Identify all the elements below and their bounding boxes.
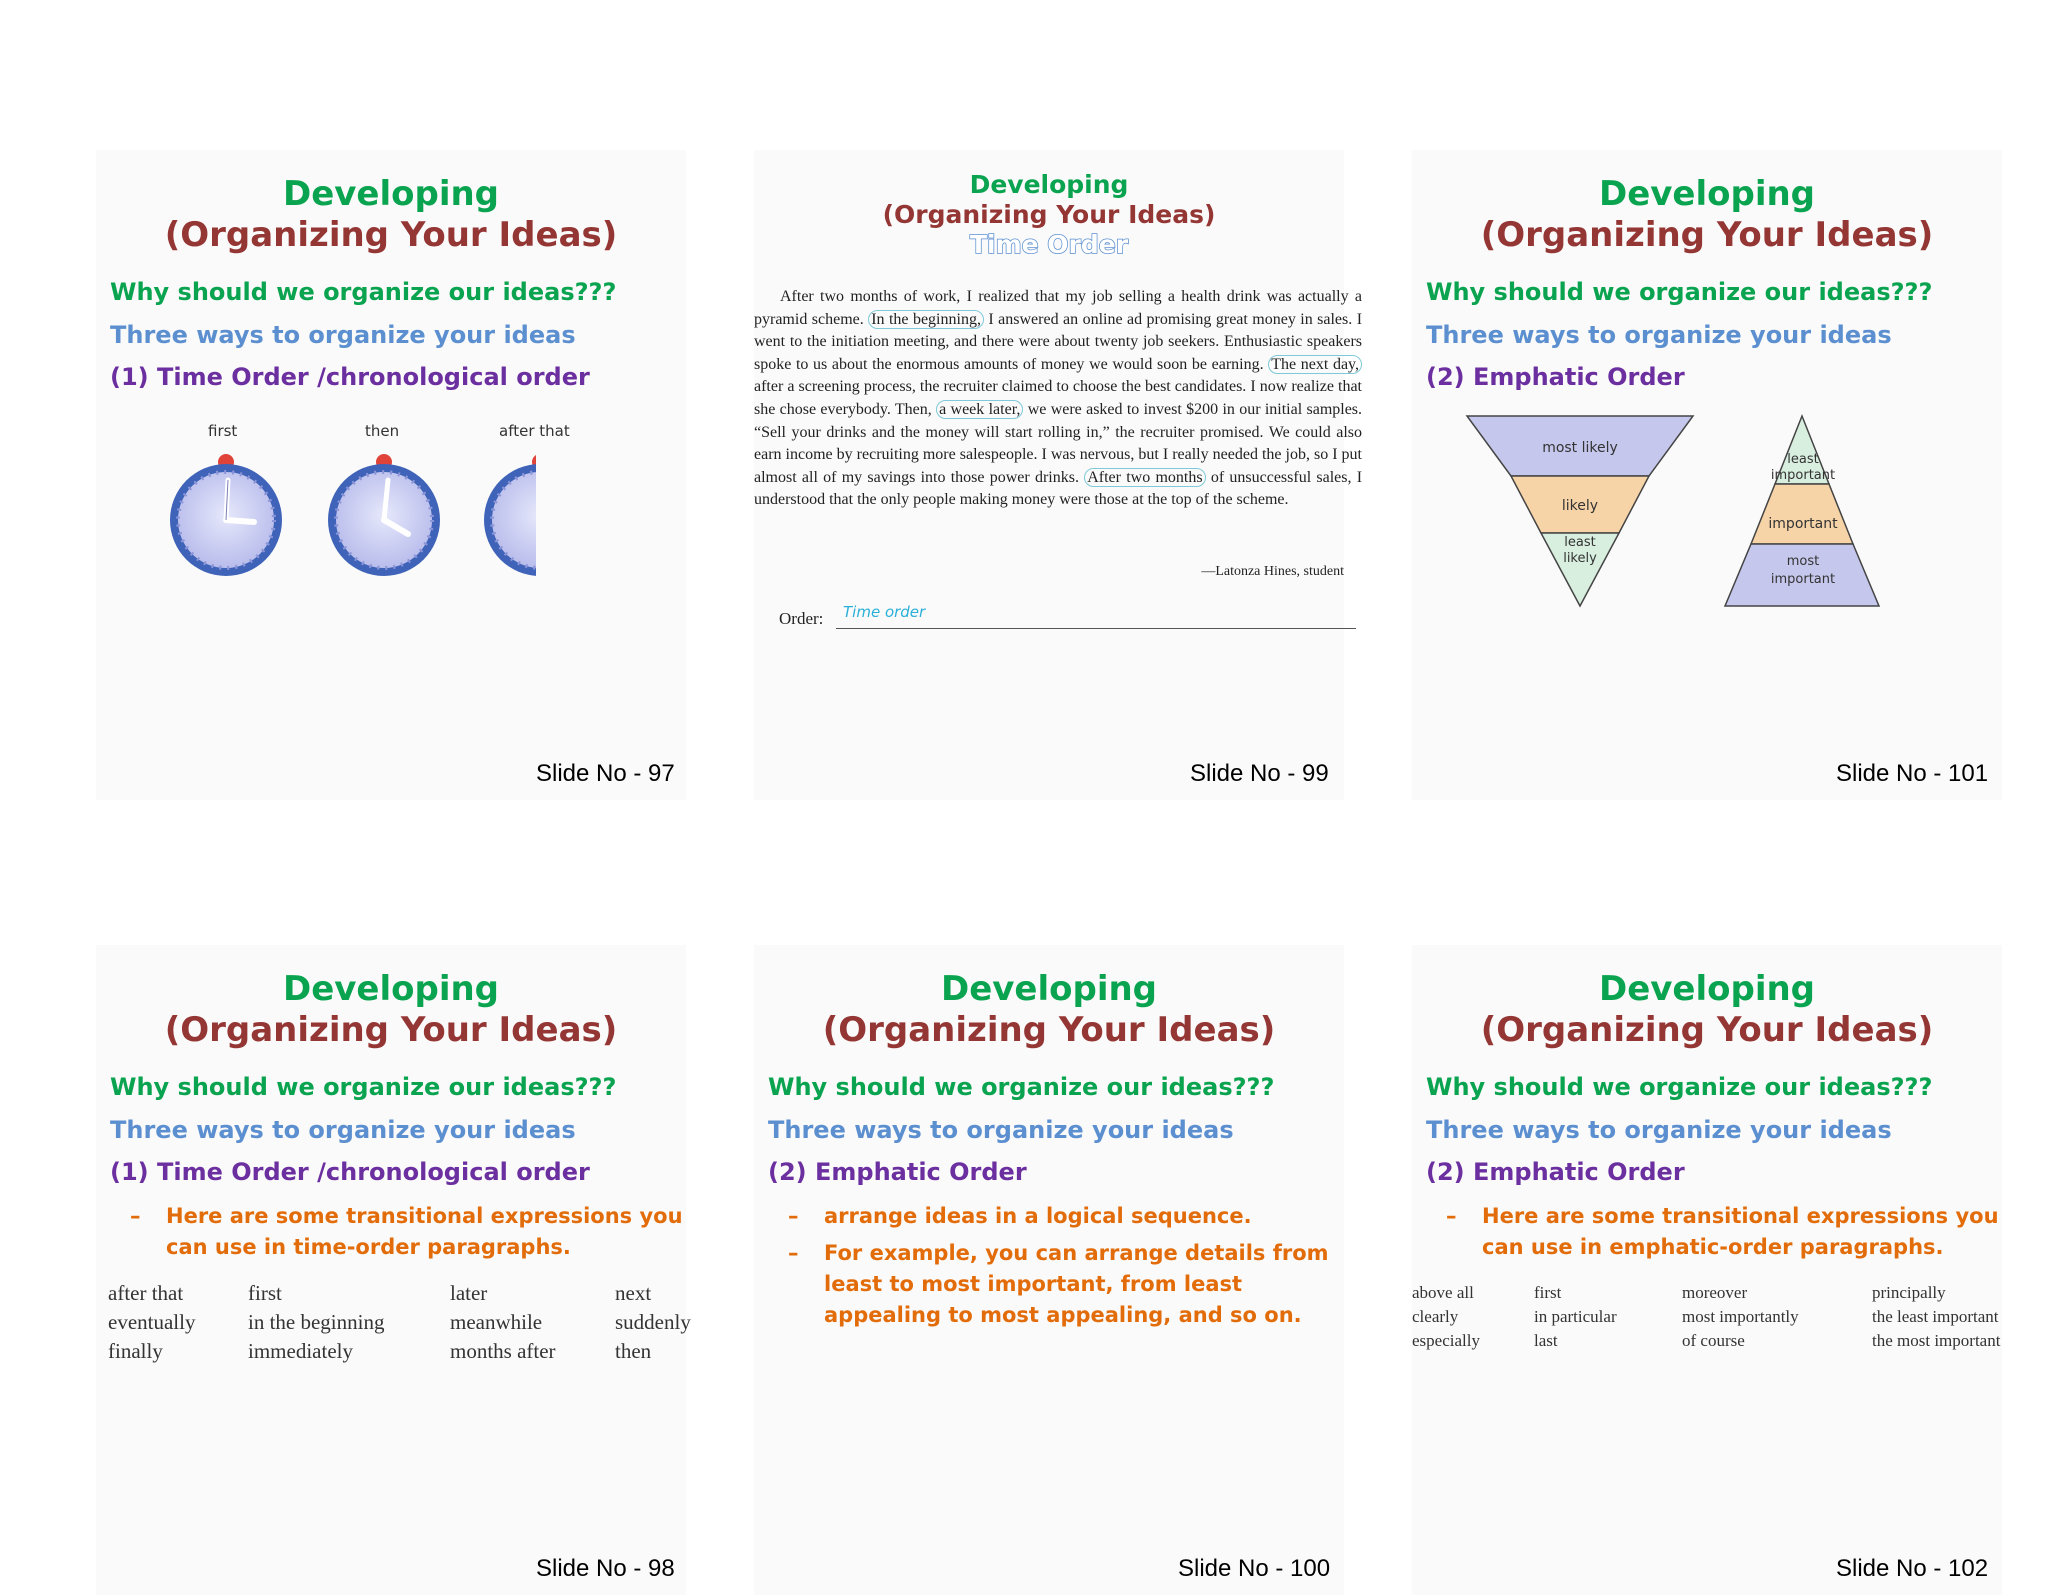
why-organize-heading: Why should we organize our ideas??? xyxy=(1426,1073,1933,1101)
label-most-likely: most likely xyxy=(1542,440,1618,456)
label-most-important: most important xyxy=(1770,554,1836,587)
three-ways-heading: Three ways to organize your ideas xyxy=(768,1116,1234,1144)
word-column: moreover most importantly of course xyxy=(1682,1283,1799,1350)
bullet-item: – For example, you can arrange details from least to most important, from least appealing to most appealing, and so on. xyxy=(784,1238,1344,1331)
order-label: Order: xyxy=(779,609,824,628)
passage-credit: —Latonza Hines, student xyxy=(1201,564,1344,579)
word-column: principally the least important the most important xyxy=(1872,1283,2001,1350)
bullet-list xyxy=(784,1201,1344,1337)
emphatic-order-heading: (2) Emphatic Order xyxy=(768,1158,1027,1186)
word-column: first in particular last xyxy=(1534,1283,1617,1350)
slide-100 xyxy=(754,945,1344,1595)
time-order-heading: (1) Time Order /chronological order xyxy=(110,363,590,391)
word-column: after that eventually finally xyxy=(108,1281,196,1363)
word-column: later meanwhile months after xyxy=(450,1281,556,1363)
clocks-illustration xyxy=(156,450,536,590)
bullet-item: – Here are some transitional expressions you can use in emphatic-order paragraphs. xyxy=(1442,1201,2002,1263)
slide-title: Developing (Organizing Your Ideas) xyxy=(1480,969,1934,1050)
slide-98 xyxy=(96,945,691,1595)
slide-title: Developing (Organizing Your Ideas) xyxy=(1480,174,1934,255)
clock-icon xyxy=(170,454,282,576)
bullet-item: – Here are some transitional expressions you can use in time-order paragraphs. xyxy=(126,1201,686,1263)
three-ways-heading: Three ways to organize your ideas xyxy=(110,321,576,349)
why-organize-heading: Why should we organize our ideas??? xyxy=(768,1073,1275,1101)
slide-number: Slide No - 97 xyxy=(536,760,675,787)
emphatic-order-heading: (2) Emphatic Order xyxy=(1426,363,1685,391)
word-column: above all clearly especially xyxy=(1412,1283,1480,1350)
slide-title: Developing (Organizing Your Ideas) xyxy=(164,174,618,255)
slide-97 xyxy=(96,150,686,800)
clock-label-first: first xyxy=(208,422,238,440)
three-ways-heading: Three ways to organize your ideas xyxy=(1426,1116,1892,1144)
example-paragraph: After two months of work, I realized that my job selling a health drink was actually a pyramid scheme. In the beginning, I answered an online ad promising great money in sales. I went to the initiation meeting, and there were about twenty job seekers. Enthusiastic speakers spoke to us about the enormous amounts of money we would soon be earning. The next day, after a screening process, the recruiter claimed to choose the best candidates. I now realize that she chose everybody. Then, a week later, we were asked to invest $200 in our initial samples. “Sell your drinks and the money will start rolling in,” the recruiter promised. We could also earn income by recruiting more salespeople. I was nervous, but I really needed the job, so I put almost all of my savings into those power drinks. After two months of unsuccessful sales, I understood that the only people making money were those at the top of the scheme. xyxy=(754,288,1363,509)
label-important: important xyxy=(1768,516,1838,532)
slide-title: Developing (Organizing Your Ideas) Time Order xyxy=(754,170,1344,260)
word-column: next suddenly then xyxy=(615,1281,691,1363)
clock-icon xyxy=(328,454,440,576)
clock-icon xyxy=(484,454,536,576)
why-organize-heading: Why should we organize our ideas??? xyxy=(1426,278,1933,306)
highlighted-transition: a week later, xyxy=(936,400,1023,419)
why-organize-heading: Why should we organize our ideas??? xyxy=(110,1073,617,1101)
label-least-important: least important xyxy=(1770,452,1836,483)
label-least-likely: least likely xyxy=(1563,535,1597,566)
word-column: first in the beginning immediately xyxy=(248,1281,385,1363)
label-likely: likely xyxy=(1561,498,1599,514)
slide-number: Slide No - 98 xyxy=(536,1555,675,1582)
bullet-list xyxy=(1442,1201,2002,1269)
three-ways-heading: Three ways to organize your ideas xyxy=(110,1116,576,1144)
slide-number: Slide No - 100 xyxy=(1178,1555,1331,1582)
slide-101 xyxy=(1412,150,2002,800)
bullet-list xyxy=(126,1201,686,1269)
clock-label-then: then xyxy=(365,422,400,440)
highlighted-transition: After two months xyxy=(1084,468,1205,487)
why-organize-heading: Why should we organize our ideas??? xyxy=(110,278,617,306)
emphatic-order-heading: (2) Emphatic Order xyxy=(1426,1158,1685,1186)
highlighted-transition: The next day, xyxy=(1268,355,1362,374)
three-ways-heading: Three ways to organize your ideas xyxy=(1426,321,1892,349)
order-answer-line xyxy=(836,628,1356,629)
bullet-item: – arrange ideas in a logical sequence. xyxy=(784,1201,1344,1232)
slide-title: Developing (Organizing Your Ideas) xyxy=(822,969,1276,1050)
slide-102 xyxy=(1412,945,2002,1595)
order-answer: Time order xyxy=(843,603,926,621)
transition-word-table xyxy=(1412,1281,2002,1361)
slide-99 xyxy=(754,150,1363,800)
transition-word-table xyxy=(108,1279,691,1379)
time-order-heading: (1) Time Order /chronological order xyxy=(110,1158,590,1186)
slide-number: Slide No - 101 xyxy=(1836,760,1989,787)
slide-title: Developing (Organizing Your Ideas) xyxy=(164,969,618,1050)
slide-number: Slide No - 99 xyxy=(1190,760,1329,787)
clock-label-after-that: after that xyxy=(499,422,570,440)
slide-number: Slide No - 102 xyxy=(1836,1555,1989,1582)
time-order-subtitle: Time Order xyxy=(969,230,1129,259)
highlighted-transition: In the beginning, xyxy=(868,310,984,329)
